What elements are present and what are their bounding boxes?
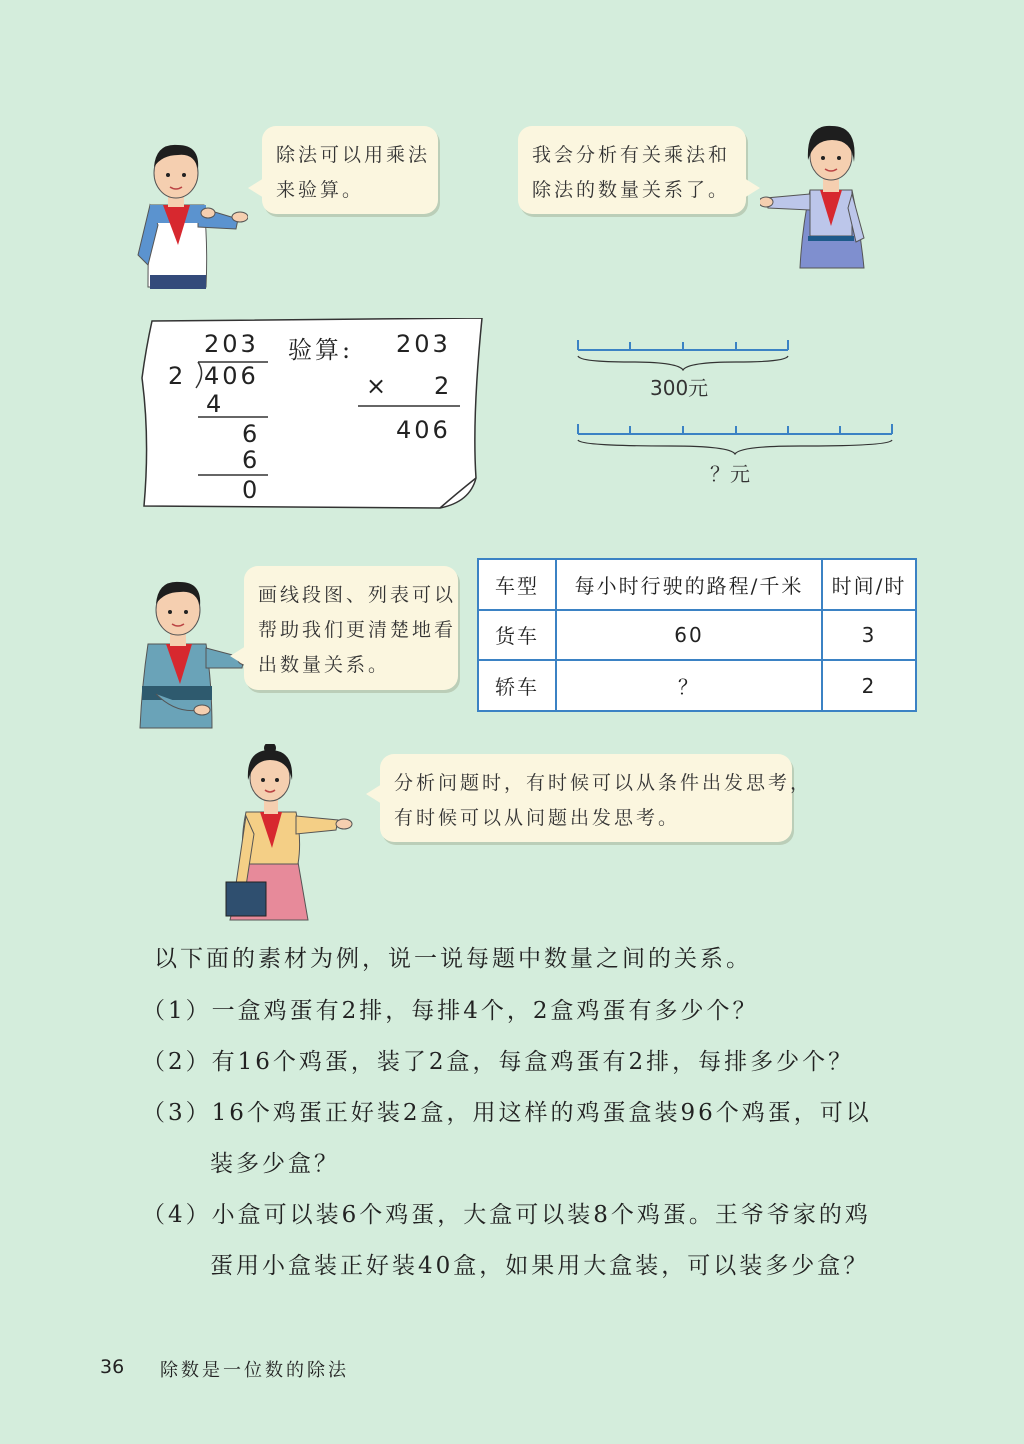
- check-label: 验算:: [288, 336, 354, 364]
- question-4-line-1: （4）小盒可以装6个鸡蛋，大盒可以装8个鸡蛋。王爷爷家的鸡: [142, 1202, 871, 1228]
- division-step-3: 6: [242, 446, 261, 474]
- table-header-cell: 车型: [478, 559, 556, 610]
- speech-bubble-girl-2: [380, 754, 813, 842]
- segment-top-label: 300元: [650, 376, 709, 400]
- segment-bottom: [578, 424, 892, 434]
- check-result: 406: [396, 416, 451, 444]
- check-top-number: 203: [396, 330, 451, 358]
- page-number: 36: [100, 1356, 125, 1378]
- girl-illustration-2: [220, 744, 360, 924]
- table-row: [478, 610, 916, 661]
- bubble-line: 有时候可以从问题出发思考。: [394, 807, 681, 829]
- vehicle-info-table: [477, 558, 917, 712]
- question-4-line-2: 蛋用小盒装正好装40盒，如果用大盒装，可以装多少盒？: [210, 1253, 870, 1279]
- table-cell: 60: [556, 610, 822, 661]
- division-step-2: 6: [242, 420, 261, 448]
- table-header-cell: 每小时行驶的路程/千米: [556, 559, 822, 610]
- question-3-line-1: （3）16个鸡蛋正好装2盒，用这样的鸡蛋盒装96个鸡蛋，可以: [142, 1100, 872, 1126]
- bubble-line: 帮助我们更清楚地看: [258, 619, 457, 641]
- girl-illustration-1: [760, 118, 880, 276]
- segment-top: [578, 340, 788, 350]
- bubble-line: 除法可以用乘法: [276, 144, 431, 166]
- speech-bubble-boy-1: [262, 126, 438, 214]
- question-3-line-2: 装多少盒？: [210, 1151, 340, 1177]
- question-1: （1）一盒鸡蛋有2排，每排4个，2盒鸡蛋有多少个？: [142, 998, 759, 1024]
- check-operator: ×: [366, 372, 390, 400]
- table-header-cell: 时间/时: [822, 559, 916, 610]
- bubble-line: 来验算。: [276, 179, 365, 201]
- bubble-line: 分析问题时，有时候可以从条件出发思考，: [394, 772, 813, 794]
- chapter-title: 除数是一位数的除法: [160, 1360, 349, 1381]
- table-cell: 2: [822, 660, 916, 711]
- table-cell: 轿车: [478, 660, 556, 711]
- table-header-row: [478, 559, 916, 610]
- bubble-line: 画线段图、列表可以: [258, 584, 457, 606]
- segment-bottom-label: ？元: [710, 462, 750, 486]
- line-segment-diagram: [570, 330, 900, 470]
- division-step-1: 4: [206, 390, 225, 418]
- division-card: [140, 318, 484, 510]
- speech-bubble-girl-1: [518, 126, 746, 214]
- table-row: [478, 660, 916, 711]
- boy-illustration-1: [128, 135, 248, 293]
- table-cell: 3: [822, 610, 916, 661]
- remainder: 0: [242, 476, 261, 504]
- speech-bubble-boy-2: [244, 566, 458, 690]
- quotient: 203: [204, 330, 259, 358]
- check-multiplier: 2: [434, 372, 453, 400]
- bubble-line: 我会分析有关乘法和: [532, 144, 731, 166]
- table-cell: 货车: [478, 610, 556, 661]
- bubble-line: 除法的数量关系了。: [532, 179, 731, 201]
- question-2: （2）有16个鸡蛋，装了2盒，每盒鸡蛋有2排，每排多少个？: [142, 1049, 855, 1075]
- dividend: 406: [204, 362, 259, 390]
- bubble-line: 出数量关系。: [258, 654, 391, 676]
- divisor: 2: [168, 362, 187, 390]
- questions-intro: 以下面的素材为例，说一说每题中数量之间的关系。: [154, 946, 752, 972]
- table-cell: ？: [556, 660, 822, 711]
